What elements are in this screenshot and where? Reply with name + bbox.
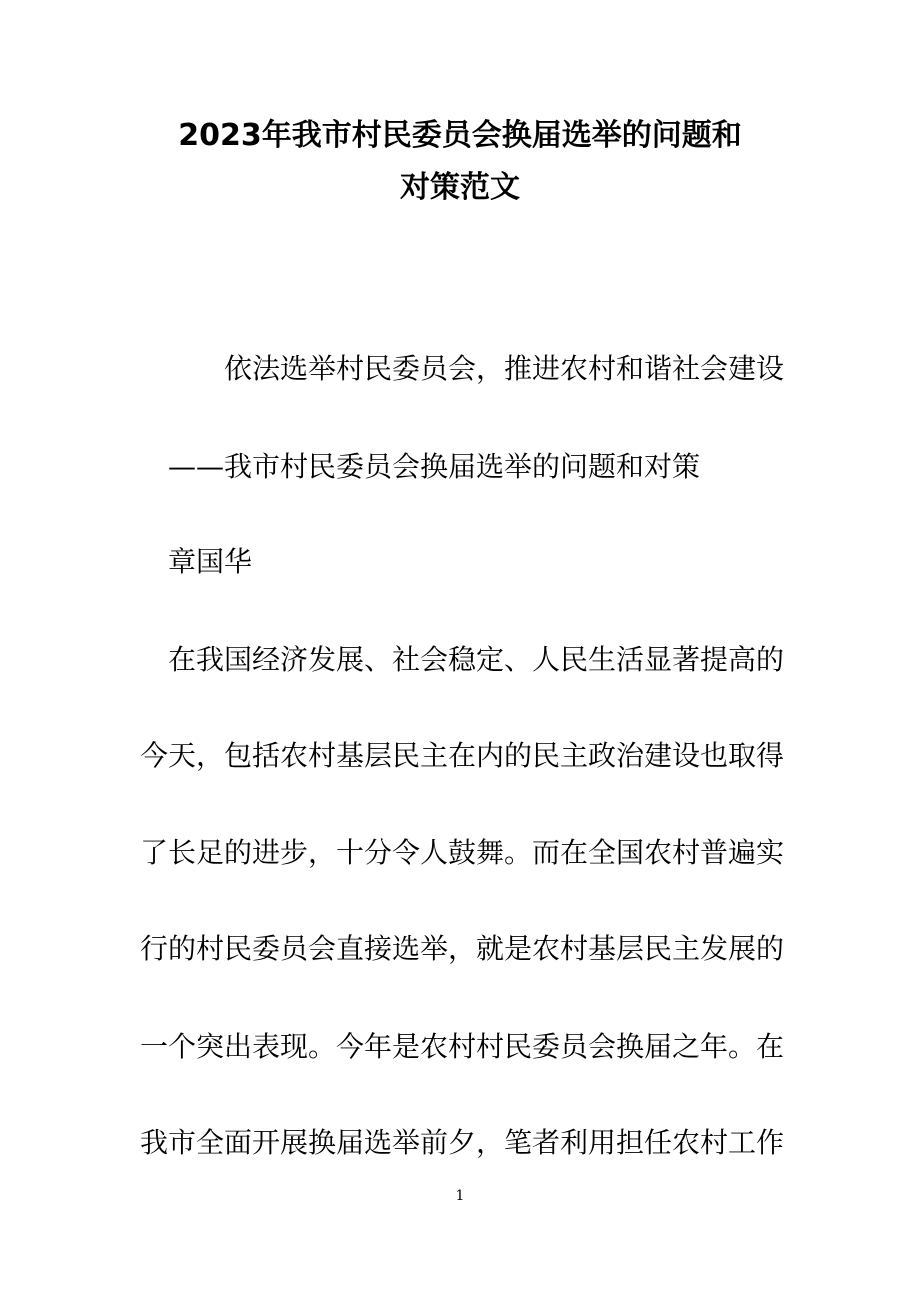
body-line-5: 一个突出表现。今年是农村村民委员会换届之年。在 <box>140 1030 785 1063</box>
body-line-4: 行的村民委员会直接选举，就是农村基层民主发展的 <box>140 932 785 965</box>
subtitle: 依法选举村民委员会，推进农村和谐社会建设 <box>224 352 785 385</box>
page-number: 1 <box>455 1188 465 1204</box>
body-line-1: 在我国经济发展、社会稳定、人民生活显著提高的 <box>168 643 785 676</box>
body-line-2: 今天，包括农村基层民主在内的民主政治建设也取得 <box>140 739 785 772</box>
author-name: 章国华 <box>168 545 253 578</box>
subtitle-dash-line: ——我市村民委员会换届选举的问题和对策 <box>168 450 701 483</box>
document-title-line-1: 2023年我市村民委员会换届选举的问题和 <box>178 118 742 153</box>
body-line-3: 了长足的进步，十分令人鼓舞。而在全国农村普遍实 <box>140 836 785 869</box>
body-line-6: 我市全面开展换届选举前夕，笔者利用担任农村工作 <box>140 1126 785 1159</box>
document-title-line-2: 对策范文 <box>400 170 520 205</box>
